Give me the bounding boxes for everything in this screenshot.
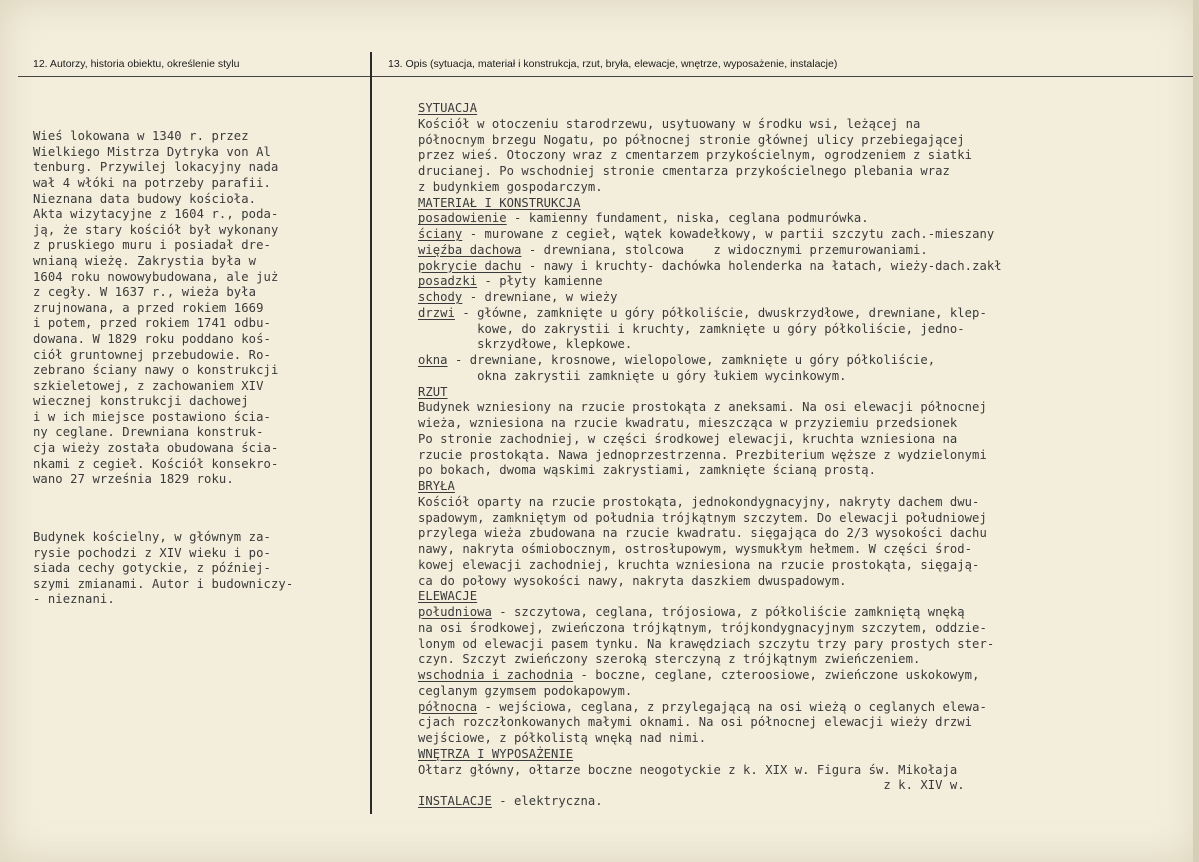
description-line xyxy=(418,196,1002,212)
description-text: - drewniane, krosnowe, wielopolowe, zamknięte u góry półkoliście, xyxy=(447,353,936,367)
description-text: ceglanym gzymsem podokapowym. xyxy=(418,683,633,698)
description-text: wejściowe, z półkolistą wnęką nad nimi. xyxy=(418,731,707,745)
description-text: - drewniane, w wieży xyxy=(462,290,618,304)
history-line: i potem, przed rokiem 1741 odbu- xyxy=(33,316,271,331)
section-term: RZUT xyxy=(418,384,448,399)
description-text: - szczytowa, ceglana, trójosiowa, z półkoliście zamkniętą wnęką xyxy=(491,605,965,619)
description-line xyxy=(418,180,1002,196)
description-line xyxy=(418,400,1002,416)
description-line xyxy=(418,463,1002,479)
description-text: - główne, zamknięte u góry półkoliście, dwuskrzydłowe, drewniane, klep- xyxy=(454,305,987,320)
history-line: Budynek kościelny, w głównym za- xyxy=(33,530,271,545)
description-text: - murowane z cegieł, wątek kowadełkowy, w partii szczytu zach.-mieszany xyxy=(462,227,995,241)
history-line: z pruskiego muru i posiadał dre- xyxy=(33,238,271,253)
header-section-13: 13. Opis (sytuacja, materiał i konstrukcja, rzut, bryła, elewacje, wnętrze, wyposażenie, instalacje) xyxy=(388,58,838,70)
description-line xyxy=(418,369,1002,385)
history-paragraph-2 xyxy=(33,530,293,608)
description-line xyxy=(418,747,1002,763)
section-term: więźba dachowa xyxy=(418,242,522,257)
description-line xyxy=(418,605,1002,621)
section-term: pokrycie dachu xyxy=(418,258,522,273)
description-line xyxy=(418,700,1002,716)
description-text: rzucie prostokąta. Nawa jednoprzestrzenna. Prezbiterium węższe z wydzielonymi xyxy=(418,447,987,462)
description-line xyxy=(418,432,1002,448)
description-text: okna zakrystii zamknięte u góry łukiem wycinkowym. xyxy=(418,368,847,383)
description-line xyxy=(418,668,1002,684)
description-line xyxy=(418,148,1002,164)
history-line: Nieznana data budowy kościoła. xyxy=(33,191,257,206)
column-divider xyxy=(370,52,372,814)
description-line xyxy=(418,274,1002,290)
description-line xyxy=(418,290,1002,306)
description-text: skrzydłowe, klepkowe. xyxy=(418,337,633,352)
history-line: wiecznej konstrukcji dachowej xyxy=(33,394,249,409)
history-line: i w ich miejsce postawiono ścia- xyxy=(33,409,271,424)
description-text: Kościół w otoczeniu starodrzewu, usytuowany w środku wsi, leżącej na xyxy=(418,116,921,131)
description-text: - nawy i kruchty- dachówka holenderka na łatach, wieży-dach.zakł xyxy=(521,258,1002,273)
description-text: drucianej. Po wschodniej stronie cmentarza przykościelnego plebania wraz xyxy=(418,164,950,178)
description-line xyxy=(418,778,1002,794)
section-term: okna xyxy=(418,353,448,367)
description-text: przylega wieża zbudowana na rzucie kwadratu. sięgająca do 2/3 wysokości dachu xyxy=(418,526,987,541)
description-line xyxy=(418,227,1002,243)
description-line xyxy=(418,337,1002,353)
description-text: - elektryczna. xyxy=(491,794,603,808)
description-line xyxy=(418,448,1002,464)
description-text: Po stronie zachodniej, w części środkowej elewacji, kruchta wzniesiona na xyxy=(418,431,958,446)
description-line xyxy=(418,306,1002,322)
section-term: wschodnia i zachodnia xyxy=(418,668,574,682)
description-line xyxy=(418,574,1002,590)
description-text: lonym od elewacji pasem tynku. Na krawędziach szczytu trzy pary prostych ster- xyxy=(418,636,995,651)
description-text: północnym brzegu Nogatu, po północnej stronie głównej ulicy przebiegającej xyxy=(418,132,965,147)
description-line xyxy=(418,353,1002,369)
description-text: Kościół oparty na rzucie prostokąta, jednokondygnacyjny, nakryty dachem dwu- xyxy=(418,494,980,509)
description-line xyxy=(418,558,1002,574)
description-text: Budynek wzniesiony na rzucie prostokąta z aneksami. Na osi elewacji północnej xyxy=(418,400,987,415)
sheet-edge xyxy=(1193,0,1199,862)
description-line xyxy=(418,511,1002,527)
description-column xyxy=(418,101,1002,810)
history-line: Akta wizytacyjne z 1604 r., poda- xyxy=(33,207,279,222)
description-line xyxy=(418,479,1002,495)
section-term: INSTALACJE xyxy=(418,794,492,808)
section-term: posadzki xyxy=(418,274,478,289)
section-term: północna xyxy=(418,699,478,714)
description-text: spadowym, zamkniętym od południa trójkątnym szczytem. Do elewacji południowej xyxy=(418,510,987,525)
history-line: ny ceglane. Drewniana konstruk- xyxy=(33,425,264,440)
header-rule xyxy=(18,76,1193,77)
history-line: tenburg. Przywilej lokacyjny nada xyxy=(33,160,279,175)
description-text: - kamienny fundament, niska, ceglana podmurówka. xyxy=(506,211,869,226)
section-term: MATERIAŁ I KONSTRUKCJA xyxy=(418,195,581,210)
description-line xyxy=(418,259,1002,275)
description-text: z k. XIV w. xyxy=(418,778,965,793)
history-line: wał 4 włóki na potrzeby parafii. xyxy=(33,175,271,190)
history-line: szkieletowej, z zachowaniem XIV xyxy=(33,378,264,393)
description-text: - drewniana, stolcowa z widocznymi przemurowaniami. xyxy=(521,242,928,257)
description-line xyxy=(418,731,1002,747)
section-term: schody xyxy=(418,290,463,304)
description-line xyxy=(418,621,1002,637)
history-line: siada cechy gotyckie, z później- xyxy=(33,561,271,576)
description-text: przez wieś. Otoczony wraz z cmentarzem przykościelnym, ogrodzeniem z siatki xyxy=(418,148,973,163)
description-text: po bokach, dwoma wąskimi zakrystiami, zamknięte ścianą prostą. xyxy=(418,463,877,478)
history-line: rysie pochodzi z XIV wieku i po- xyxy=(33,545,271,560)
description-text: - boczne, ceglane, czteroosiowe, zwieńczone uskokowym, xyxy=(573,668,980,682)
description-text: na osi środkowej, zwieńczona trójkątnym, trójkondygnacyjnym szczytem, oddzie- xyxy=(418,620,987,635)
description-line xyxy=(418,652,1002,668)
history-column xyxy=(33,98,293,650)
history-line: szymi zmianami. Autor i budowniczy- xyxy=(33,576,294,591)
section-term: SYTUACJA xyxy=(418,101,478,115)
description-line xyxy=(418,164,1002,180)
description-line xyxy=(418,763,1002,779)
description-text: ca do połowy wysokości nawy, nakryta daszkiem dwuspadowym. xyxy=(418,573,847,588)
section-term: ściany xyxy=(418,227,463,241)
history-paragraph-1 xyxy=(33,129,293,488)
description-line xyxy=(418,416,1002,432)
history-line: wnianą wieżę. Zakrystia była w xyxy=(33,253,257,268)
history-line: dowana. W 1829 roku poddano koś- xyxy=(33,331,271,346)
header-section-12: 12. Autorzy, historia obiektu, określenie stylu xyxy=(33,58,240,70)
description-line xyxy=(418,794,1002,810)
history-line: nkami z cegieł. Kościół konsekro- xyxy=(33,456,279,471)
history-line: ciół gruntownej przebudowie. Ro- xyxy=(33,347,271,362)
section-term: posadowienie xyxy=(418,211,507,226)
description-text: - płyty kamienne xyxy=(477,274,603,289)
description-line xyxy=(418,385,1002,401)
history-line: wano 27 września 1829 roku. xyxy=(33,472,234,487)
description-line xyxy=(418,101,1002,117)
description-text: nawy, nakryta ośmiobocznym, ostrosłupowym, wysmukłym hełmem. W części środ- xyxy=(418,542,973,556)
description-line xyxy=(418,684,1002,700)
description-line xyxy=(418,117,1002,133)
section-term: drzwi xyxy=(418,305,455,320)
section-term: południowa xyxy=(418,605,492,619)
description-text: wieża, wzniesiona na rzucie kwadratu, mieszcząca w przyziemiu przedsionek xyxy=(418,416,958,430)
description-text: z budynkiem gospodarczym. xyxy=(418,179,603,194)
description-text: - wejściowa, ceglana, z przylegającą na osi wieżą o ceglanych elewa- xyxy=(477,699,987,714)
description-line xyxy=(418,495,1002,511)
description-line xyxy=(418,715,1002,731)
description-line xyxy=(418,526,1002,542)
description-line xyxy=(418,589,1002,605)
description-text: Ołtarz główny, ołtarze boczne neogotyckie z k. XIX w. Figura św. Mikołaja xyxy=(418,762,958,777)
history-line: Wielkiego Mistrza Dytryka von Al xyxy=(33,144,271,159)
description-text: cjach rozczłonkowanych małymi oknami. Na osi północnej elewacji wieży drzwi xyxy=(418,715,973,730)
description-text: kowe, do zakrystii i kruchty, zamknięte u góry półkoliście, jedno- xyxy=(418,321,965,336)
description-line xyxy=(418,542,1002,558)
history-line: Wieś lokowana w 1340 r. przez xyxy=(33,129,249,144)
section-term: BRYŁA xyxy=(418,479,455,493)
history-line: z cegły. W 1637 r., wieża była xyxy=(33,285,257,300)
description-line xyxy=(418,243,1002,259)
description-text: czyn. Szczyt zwieńczony szeroką sterczyną z trójkątnym zwieńczeniem. xyxy=(418,652,921,667)
description-text: kowej elewacji zachodniej, kruchta wzniesiona na rzucie prostokąta, sięgają- xyxy=(418,557,980,572)
section-term: WNĘTRZA I WYPOSAŻENIE xyxy=(418,746,574,761)
history-line: - nieznani. xyxy=(33,592,115,607)
history-line: 1604 roku nowowybudowana, ale już xyxy=(33,269,279,284)
description-line xyxy=(418,211,1002,227)
history-line: ją, że stary kościół był wykonany xyxy=(33,222,279,237)
history-line: cja wieży została obudowana ścia- xyxy=(33,441,279,456)
history-line: zrujnowana, a przed rokiem 1669 xyxy=(33,300,264,315)
section-term: ELEWACJE xyxy=(418,589,478,604)
description-line xyxy=(418,133,1002,149)
description-line xyxy=(418,637,1002,653)
history-line: zebrano ściany nawy o konstrukcji xyxy=(33,363,279,378)
description-line xyxy=(418,322,1002,338)
